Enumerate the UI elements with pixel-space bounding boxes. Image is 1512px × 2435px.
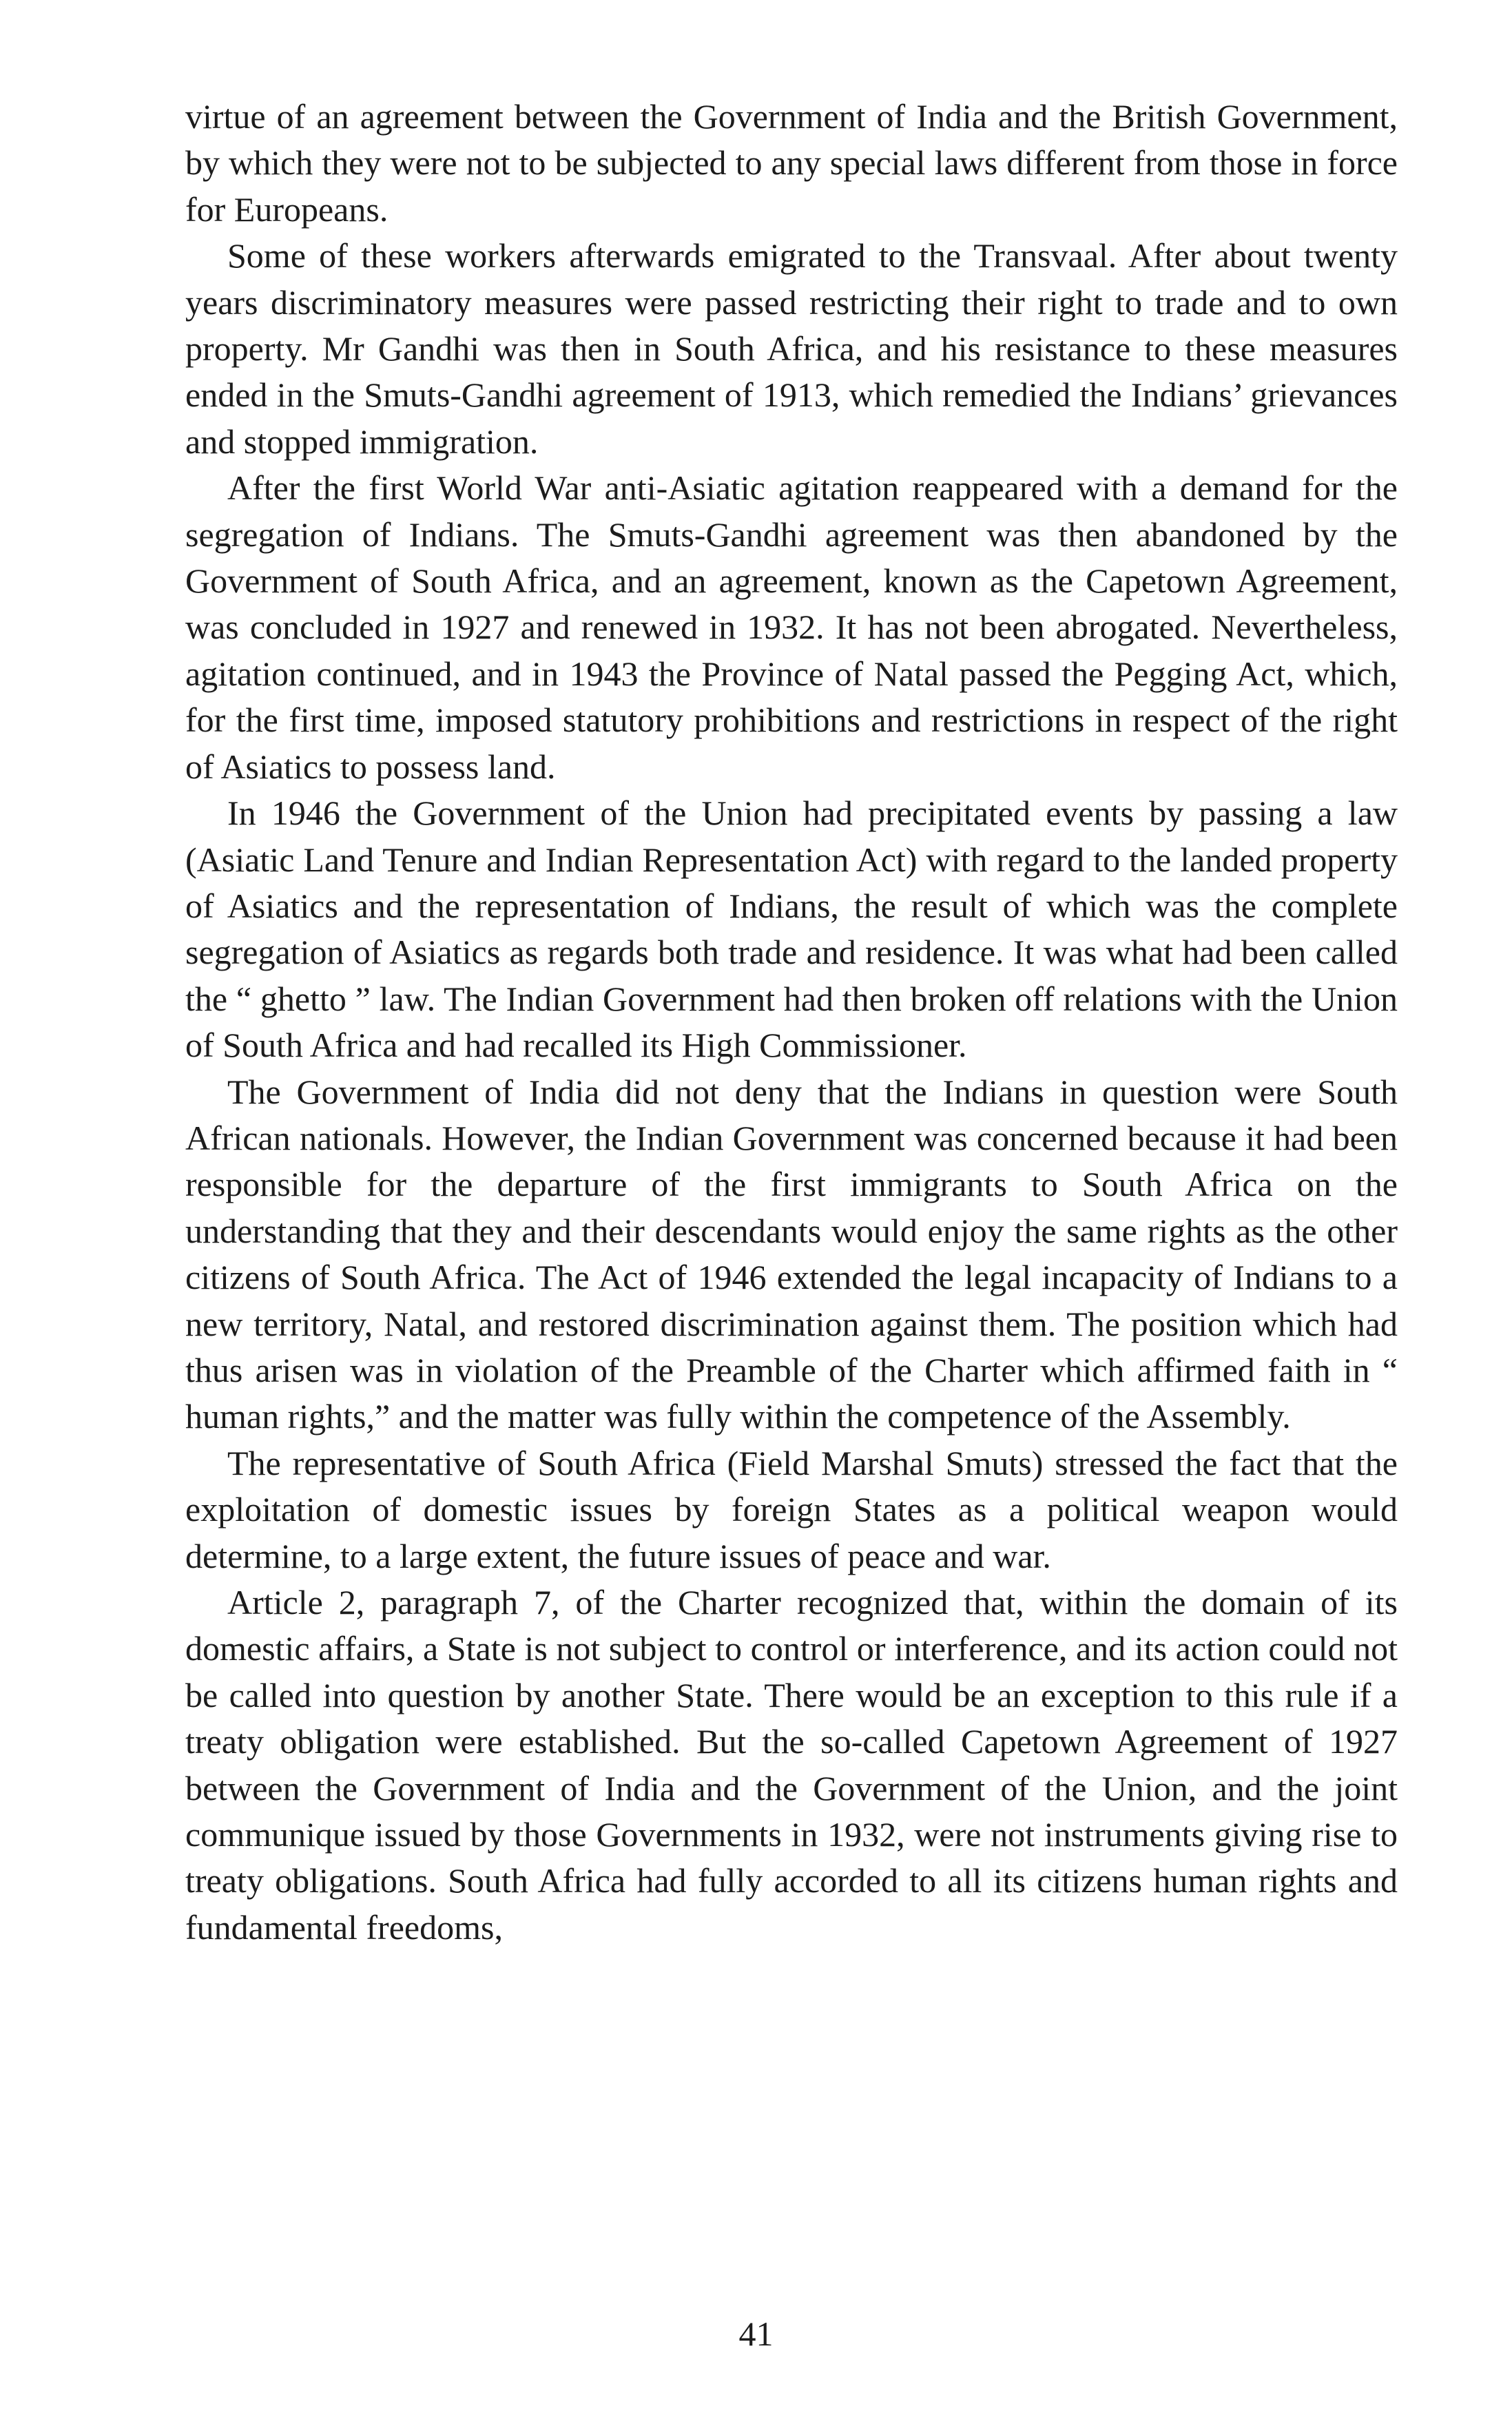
paragraph: After the first World War anti-Asiatic agitation reappeared with a demand for the segregation of Indians. The Smuts-Gandhi agreement was then abandoned by the Government of South Africa, and an agreement, known as the Capetown Agreement, was concluded in 1927 and renewed in 1932. It has not been abrogated. Nevertheless, agitation continued, and in 1943 the Province of Natal passed the Pegging Act, which, for the first time, imposed statutory prohibitions and restrictions in respect of the right of Asiatics to possess land. <box>185 468 1398 786</box>
paragraph: The representative of South Africa (Field Marshal Smuts) stressed the fact that the exploitation of domestic issues by foreign States as a political weapon would determine, to a large extent, the future issues of peace and war. <box>185 1443 1398 1575</box>
body-text <box>185 94 1398 1951</box>
paragraph: In 1946 the Government of the Union had precipitated events by passing a law (Asiatic Land Tenure and Indian Representation Act) with regard to the landed property of Asiatics and the representation of Indians, the result of which was the complete segregation of Asiatics as regards both trade and residence. It was what had been called the “ ghetto ” law. The Indian Government had then broken off relations with the Union of South Africa and had recalled its High Commissioner. <box>185 794 1398 1065</box>
paragraph: virtue of an agreement between the Government of India and the British Government, by which they were not to be subjected to any special laws different from those in force for Europeans. <box>185 97 1398 229</box>
paragraph: Article 2, paragraph 7, of the Charter recognized that, within the domain of its domestic affairs, a State is not subject to control or interference, and its action could not be called into question by another State. There would be an exception to this rule if a treaty obligation were established. But the so-called Capetown Agreement of 1927 between the Government of India and the Government of the Union, and the joint communique issued by those Governments in 1932, were not instruments giving rise to treaty obligations. South Africa had fully accorded to all its citizens human rights and fundamental freedoms, <box>185 1583 1398 1947</box>
paragraph: The Government of India did not deny that the Indians in question were South African nationals. However, the Indian Government was concerned because it had been responsible for the departure of the first immigrants to South Africa on the understanding that they and their descendants would enjoy the same rights as the other citizens of South Africa. The Act of 1946 extended the legal incapacity of Indians to a new territory, Natal, and restored discrimination against them. The position which had thus arisen was in violation of the Preamble of the Charter which affirmed faith in “ human rights,” and the matter was fully within the competence of the Assembly. <box>185 1072 1398 1436</box>
page-number: 41 <box>738 2314 774 2353</box>
paragraph: Some of these workers afterwards emigrated to the Transvaal. After about twenty years discriminatory measures were passed restricting their right to trade and to own property. Mr Gandhi was then in South Africa, and his resistance to these measures ended in the Smuts-Gandhi agreement of 1913, which remedied the Indians’ grievances and stopped immigration. <box>185 236 1398 461</box>
